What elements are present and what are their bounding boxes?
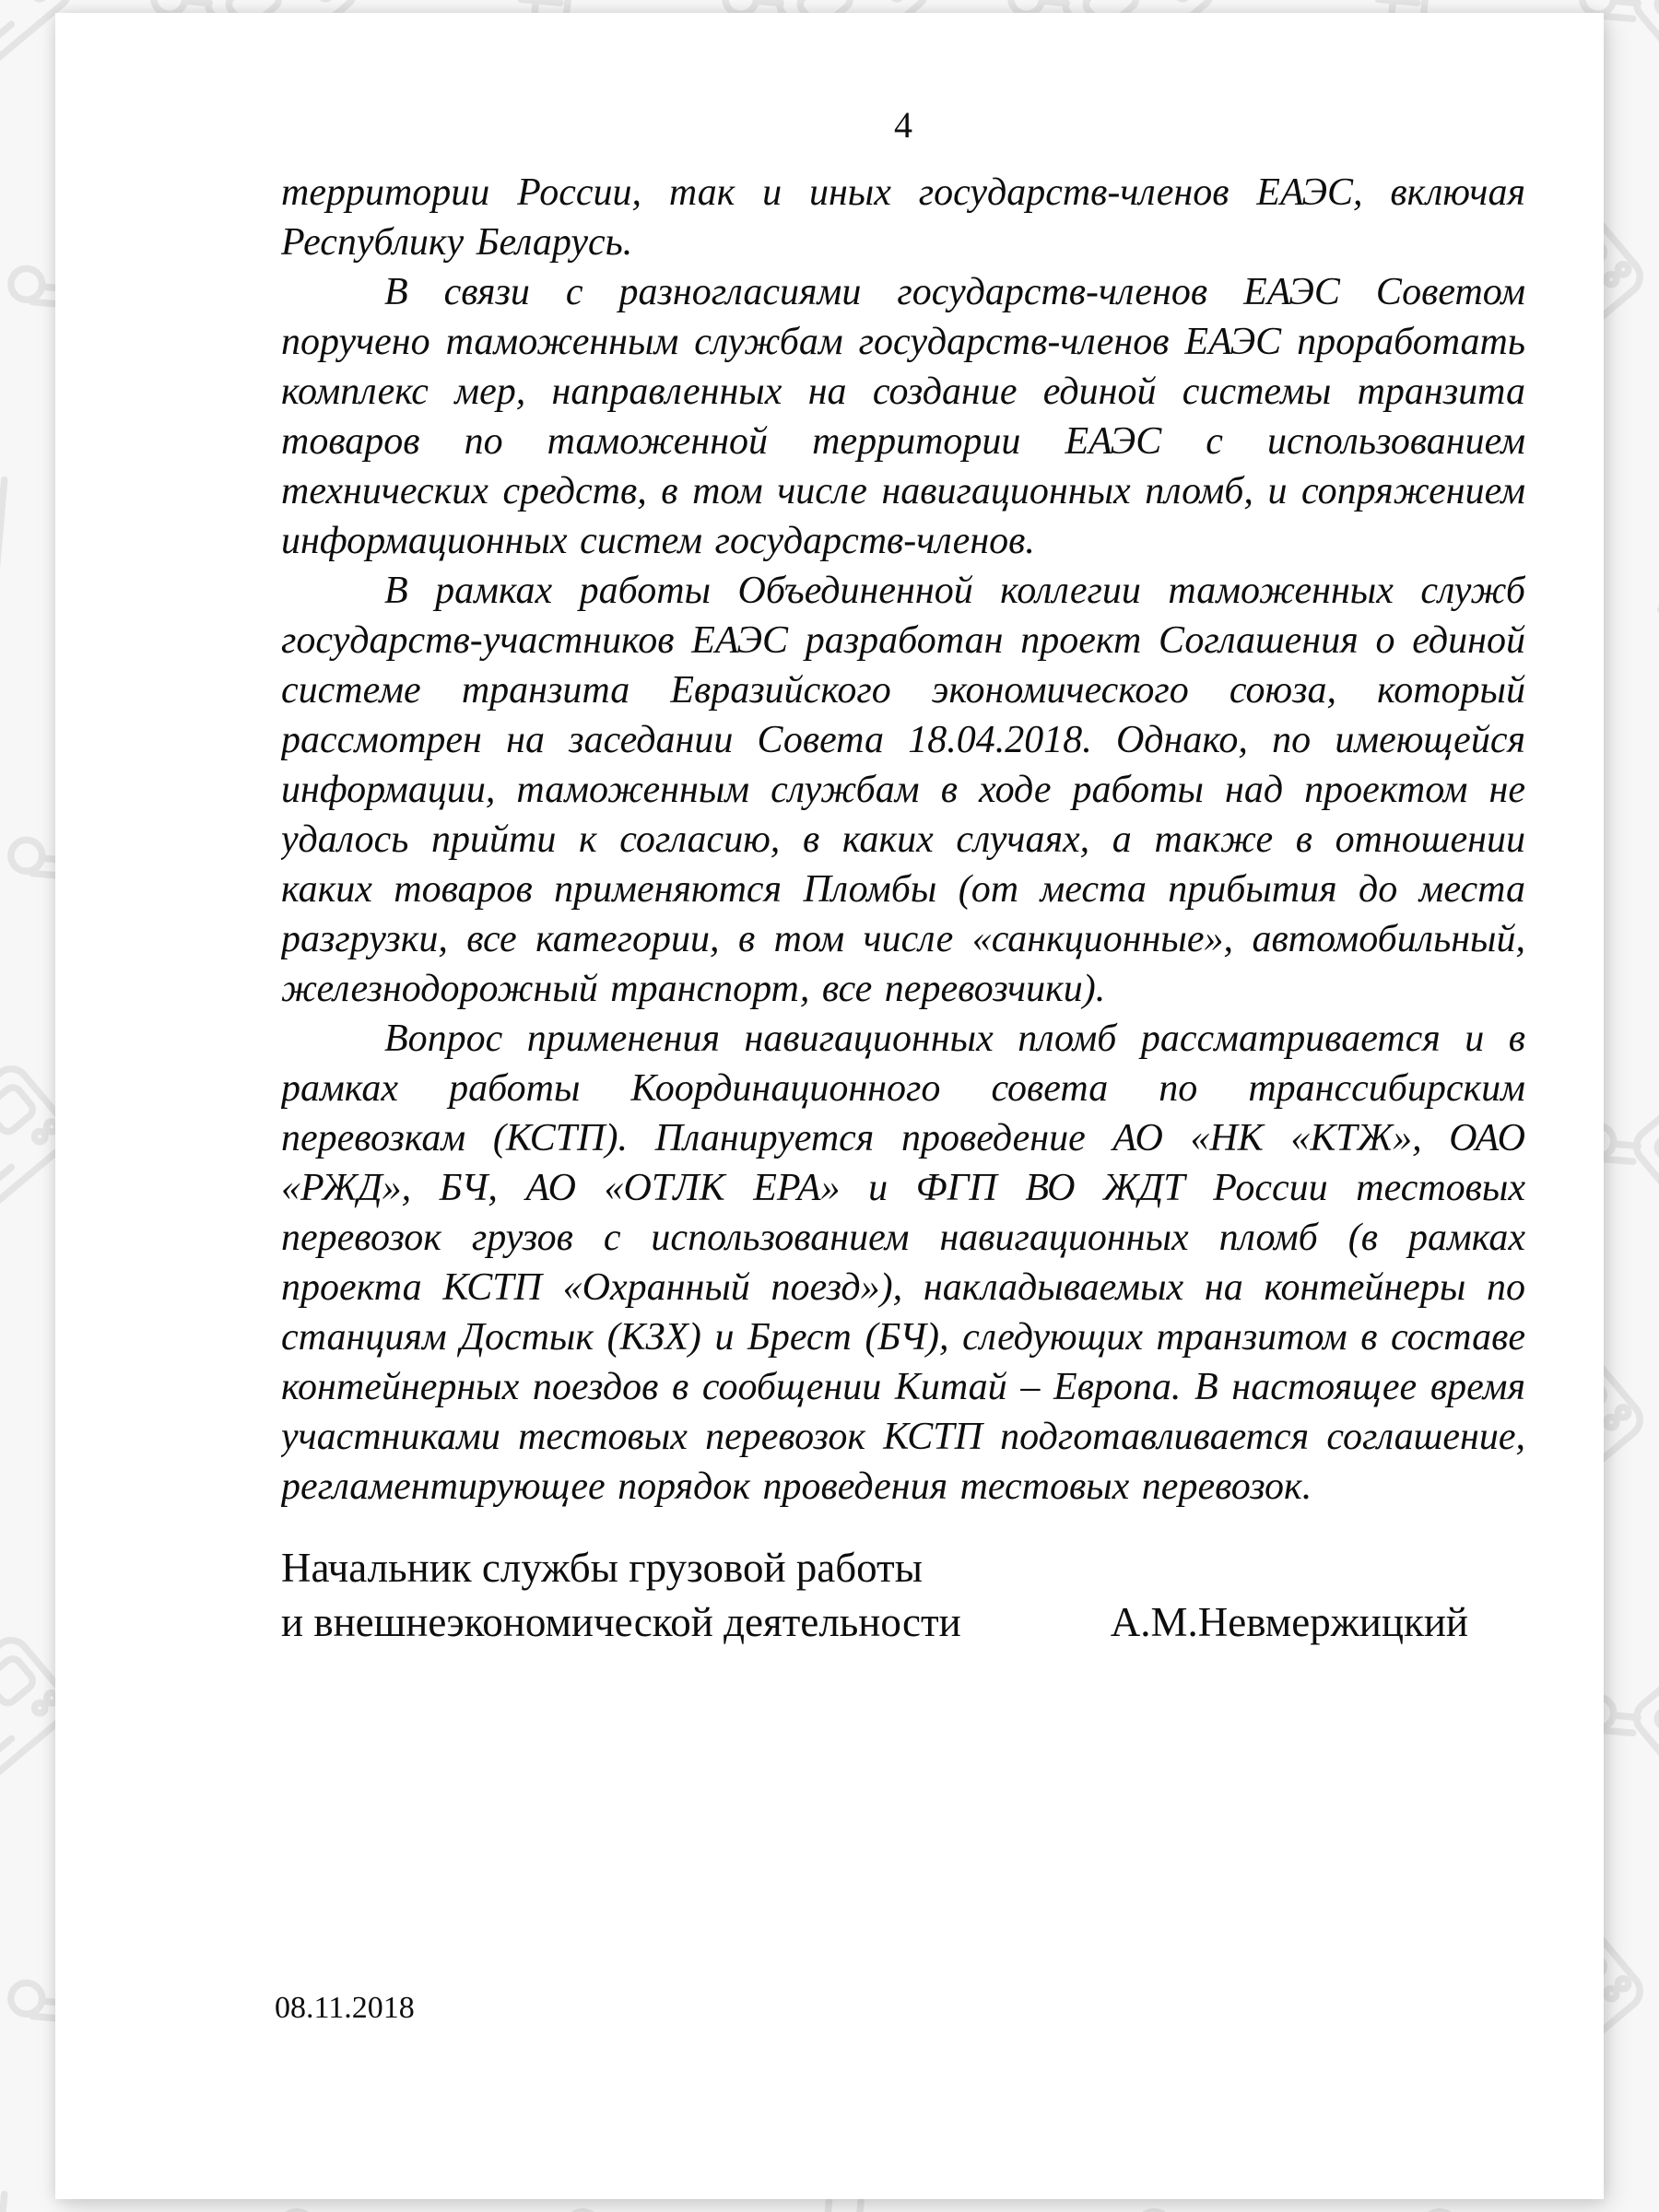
signature-position-line: Начальник службы грузовой работы [281, 1545, 923, 1591]
signature-block [281, 1541, 1525, 1650]
document-body [281, 168, 1525, 1532]
paragraph: Вопрос применения навигационных пломб рассматривается и в рамках работы Координационного совета по транссибирским перевозкам (КСТП). Планируется проведение АО «НК «КТЖ», ОАО «РЖД», БЧ, АО «ОТЛК ЕРА» и ФГП ВО ЖДТ России тестовых перевозок грузов с использованием навигационных пломб (в рамках проекта КСТП «Охранный поезд»), накладываемых на контейнеры по станциям Достык (КЗХ) и Брест (БЧ), следующих транзитом в составе контейнерных поездов в сообщении Китай – Европа. В настоящее время участниками тестовых перевозок КСТП подготавливается соглашение, регламентирующее порядок проведения тестовых перевозок. [281, 1018, 1525, 1508]
paragraph-continuation: территории России, так и иных государств-членов ЕАЭС, включая Республику Беларусь. [281, 171, 1525, 264]
paragraph: В рамках работы Объединенной коллегии таможенных служб государств-участников ЕАЭС разработан проект Соглашения о единой системе транзита Евразийского экономического союза, который рассмотрен на заседании Совета 18.04.2018. Однако, по имеющейся информации, таможенным службам в ходе работы над проектом не удалось прийти к согласию, в каких случаях, а также в отношении каких товаров применяются Пломбы (от места прибытия до места разгрузки, все категории, в том числе «санкционные», автомобильный, железнодорожный транспорт, все перевозчики). [281, 570, 1525, 1010]
signature-name: А.М.Невмержицкий [1110, 1599, 1468, 1645]
paragraph: В связи с разногласиями государств-членов ЕАЭС Советом поручено таможенным службам государств-членов ЕАЭС проработать комплекс мер, направленных на создание единой системы транзита товаров по таможенной территории ЕАЭС с использованием технических средств, в том числе навигационных пломб, и сопряжением информационных систем государств-членов. [281, 271, 1525, 562]
signature-position [281, 1541, 961, 1650]
document-date: 08.11.2018 [275, 1991, 415, 2025]
page-number: 4 [894, 104, 912, 146]
document-page [55, 13, 1604, 2199]
signature-position-line: и внешнеэкономической деятельности [281, 1599, 961, 1645]
